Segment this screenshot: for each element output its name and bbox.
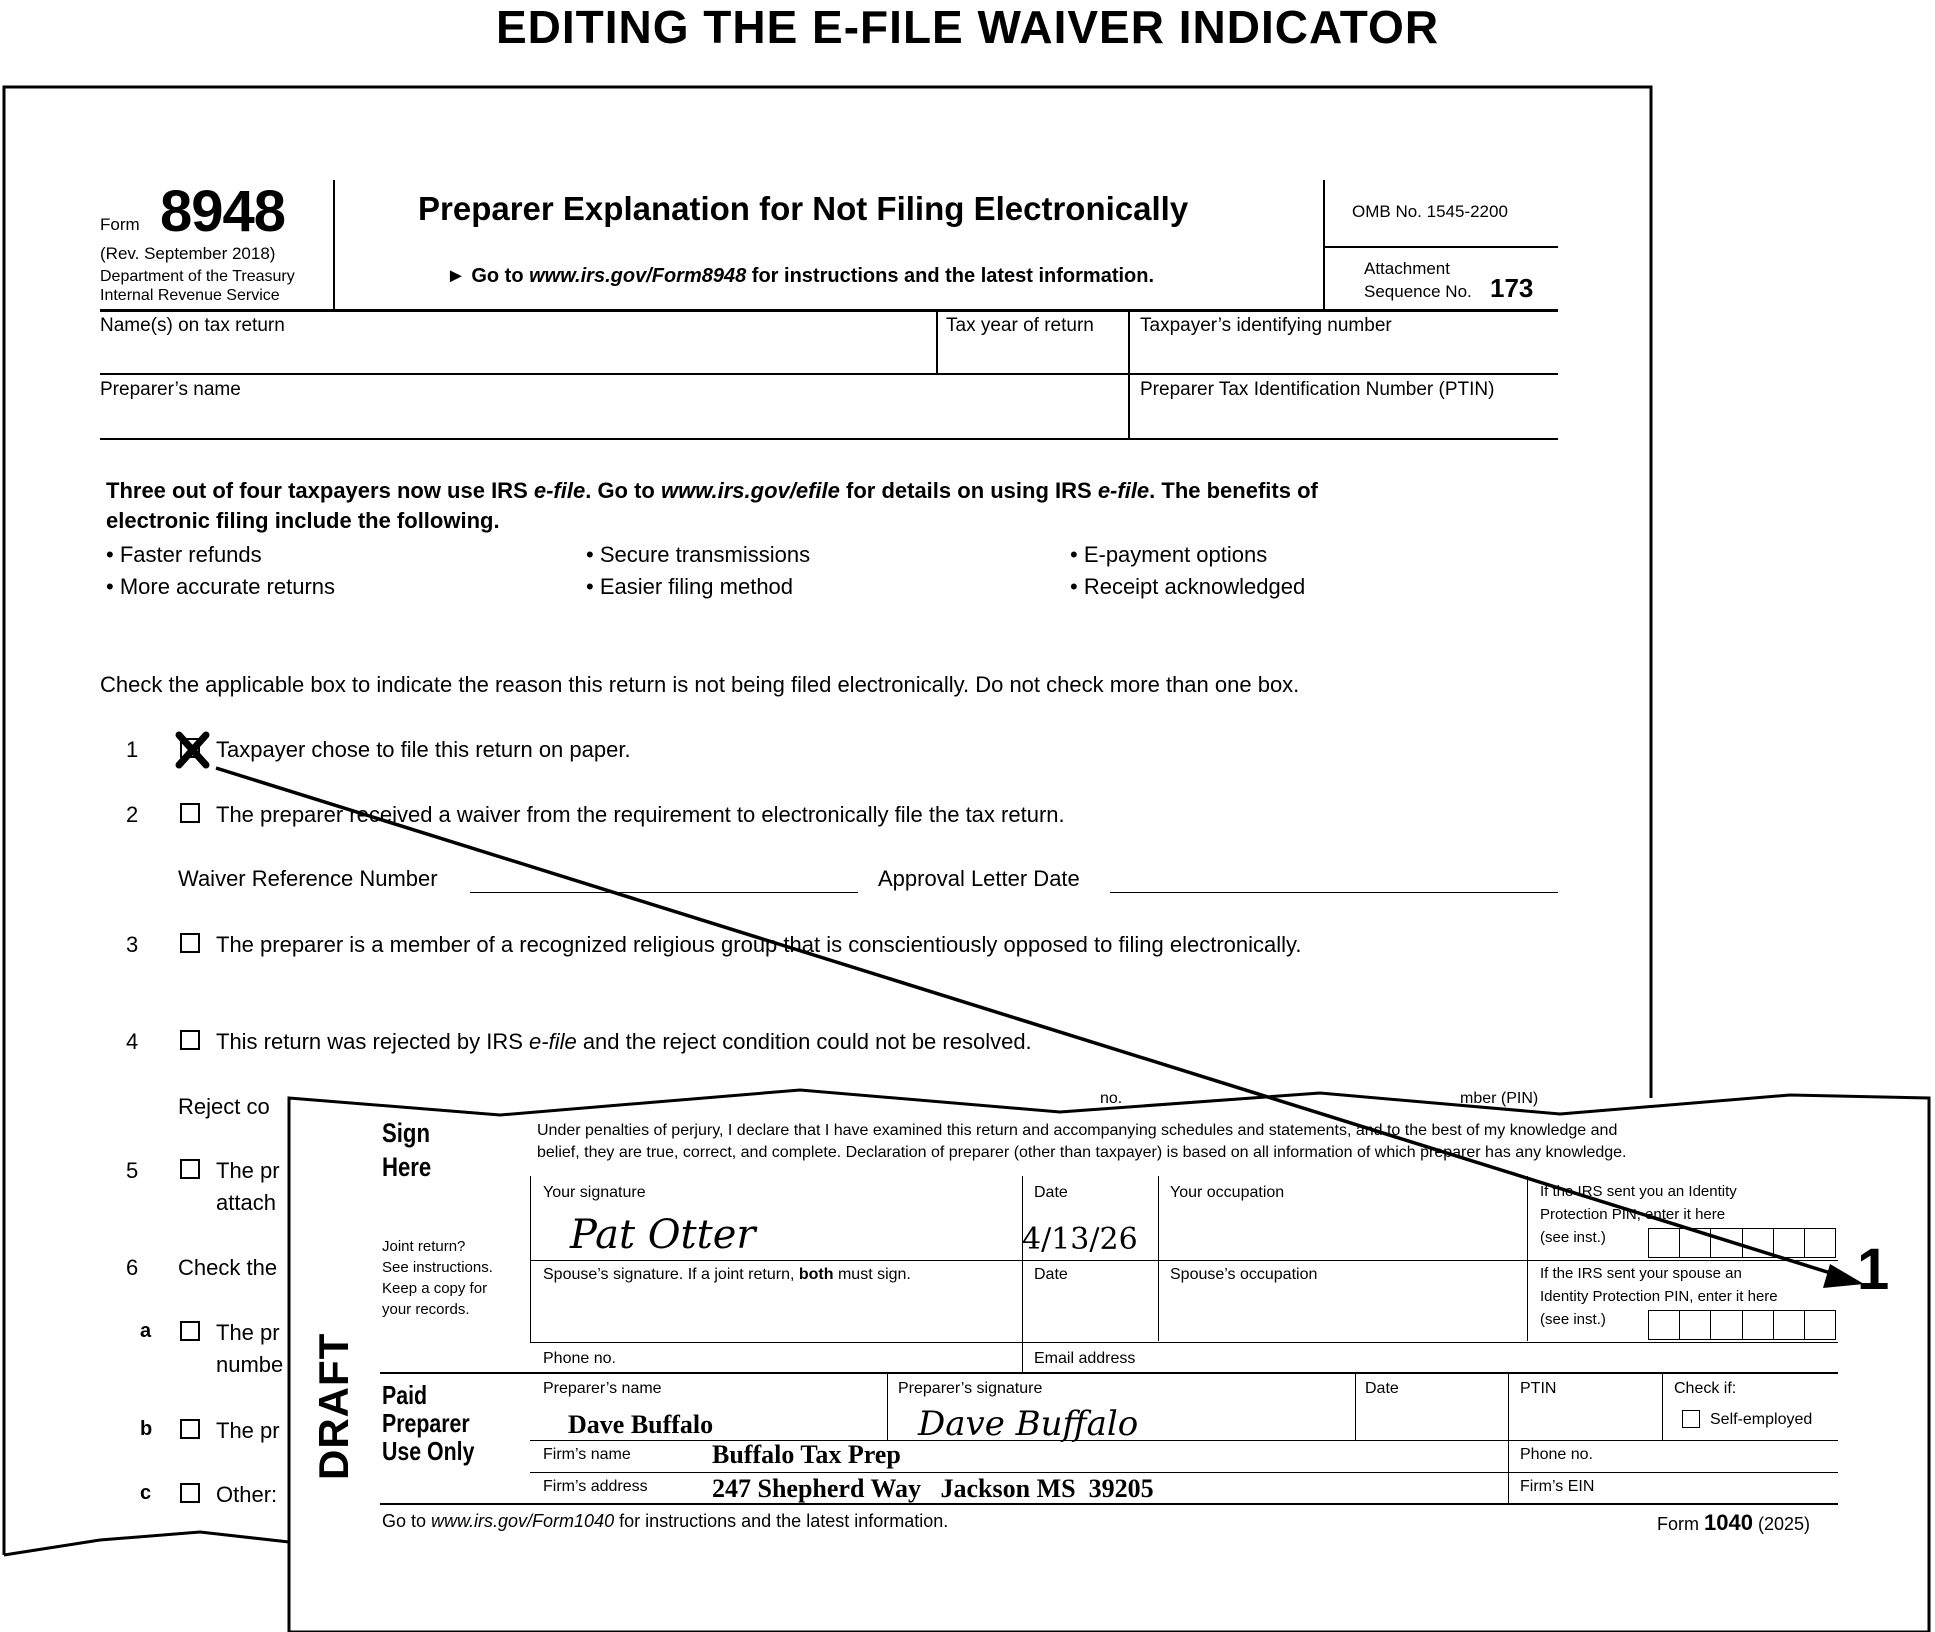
preparer-signature[interactable]: Dave Buffalo <box>918 1404 1139 1444</box>
intro-line-1: Three out of four taxpayers now use IRS e-file. Go to www.irs.gov/efile for details on using IRS e-file. The benefits of <box>106 478 1318 503</box>
benefit: • Receipt acknowledged <box>1070 574 1306 599</box>
benefit: • More accurate returns <box>106 574 336 599</box>
firm-address[interactable]: 247 Shepherd Way Jackson MS 39205 <box>712 1474 1154 1503</box>
taxpayer-signature[interactable]: Pat Otter <box>570 1212 756 1258</box>
check-instruction: Check the applicable box to indicate the reason this return is not being filed electronically. Do not check more than one box. <box>100 672 1300 697</box>
form-title: Preparer Explanation for Not Filing Electronically <box>418 190 1189 227</box>
callout-number: 1 <box>1857 1237 1890 1302</box>
benefit: • Secure transmissions <box>586 542 811 567</box>
goto-line: ► Go to www.irs.gov/Form8948 for instructions and the latest information. <box>446 265 1155 287</box>
form-number: 8948 <box>160 179 286 244</box>
sign-date[interactable]: 4/13/26 <box>1022 1222 1138 1257</box>
preparer-name[interactable]: Dave Buffalo <box>568 1410 714 1439</box>
footer-form: Form 1040 (2025) <box>1657 1510 1810 1535</box>
page-title: EDITING THE E-FILE WAIVER INDICATOR <box>495 1 1440 53</box>
footer-goto: Go to www.irs.gov/Form1040 for instructions and the latest information. <box>382 1511 949 1531</box>
draft-watermark: DRAFT <box>310 1332 357 1480</box>
benefit: • Faster refunds <box>106 542 262 567</box>
firm-name[interactable]: Buffalo Tax Prep <box>712 1440 901 1469</box>
benefit: • E-payment options <box>1070 542 1268 567</box>
benefit: • Easier filing method <box>586 574 794 599</box>
